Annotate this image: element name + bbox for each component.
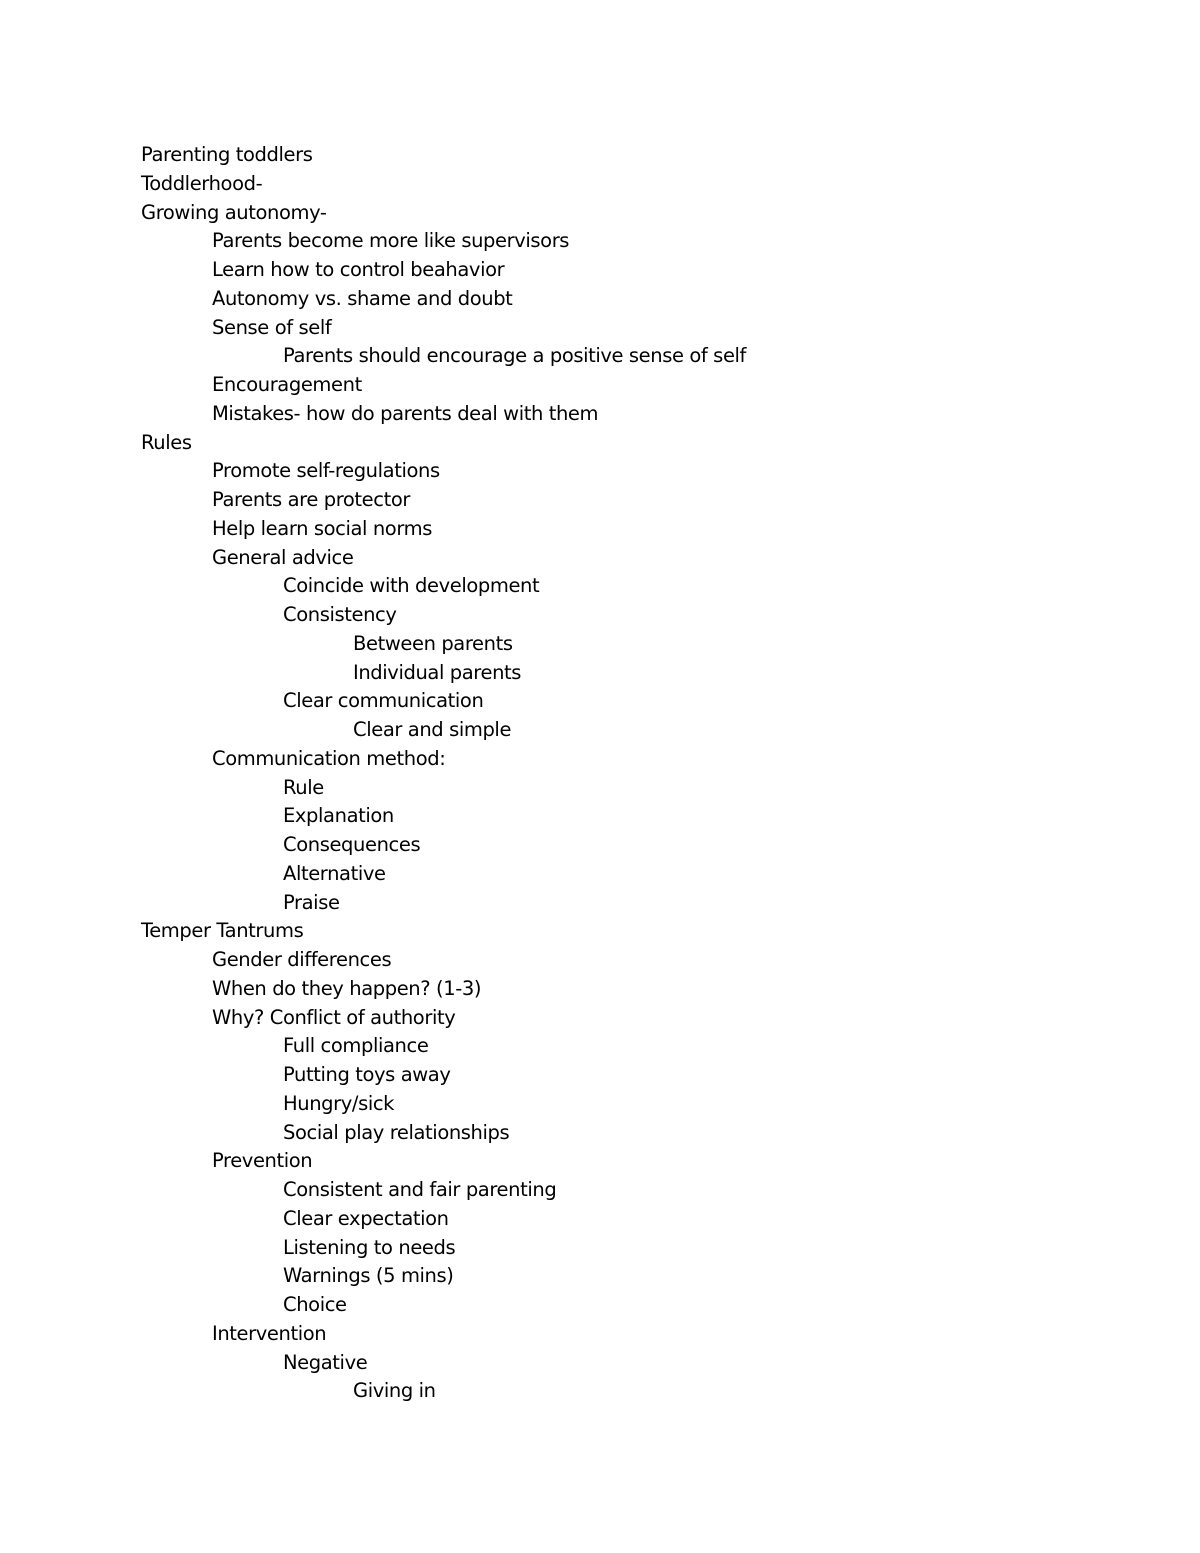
outline-line: Hungry/sick xyxy=(283,1091,395,1115)
outline-line: Toddlerhood- xyxy=(141,171,263,195)
outline-line: Clear communication xyxy=(283,689,484,713)
outline-line: Putting toys away xyxy=(283,1063,451,1086)
outline-line: Between parents xyxy=(353,631,513,655)
outline-line: Parenting toddlers xyxy=(141,143,313,166)
outline-line: Individual parents xyxy=(353,660,522,684)
outline-line: Giving in xyxy=(353,1379,436,1403)
outline-line: Negative xyxy=(283,1350,368,1374)
outline-line: Gender differences xyxy=(212,948,392,971)
outline-line: Sense of self xyxy=(212,315,332,339)
outline-line: Consistent and fair parenting xyxy=(283,1178,557,1201)
outline-line: Explanation xyxy=(283,804,394,828)
outline-line: Choice xyxy=(283,1293,347,1316)
outline-list xyxy=(141,141,1141,1406)
outline-line: Learn how to control beahavior xyxy=(212,258,505,281)
outline-line: Clear and simple xyxy=(353,718,512,741)
outline-line: Communication method: xyxy=(212,746,446,770)
outline-line: Encouragement xyxy=(212,373,362,396)
outline-line: When do they happen? (1-3) xyxy=(212,976,482,1000)
outline-line: Clear expectation xyxy=(283,1206,449,1230)
outline-line: Autonomy vs. shame and doubt xyxy=(212,286,513,310)
outline-line: Warnings (5 mins) xyxy=(283,1264,454,1288)
outline-line: Rule xyxy=(283,775,324,799)
outline-line: Temper Tantrums xyxy=(141,919,304,943)
outline-line: Consequences xyxy=(283,833,421,856)
outline-line: Praise xyxy=(283,890,340,914)
outline-line: Full compliance xyxy=(283,1034,429,1058)
outline-line: Consistency xyxy=(283,603,397,626)
outline-line: Intervention xyxy=(212,1321,327,1345)
outline-line: Help learn social norms xyxy=(212,516,432,540)
outline-line: Mistakes- how do parents deal with them xyxy=(212,401,599,425)
outline-line: Parents are protector xyxy=(212,488,410,511)
outline-line: Social play relationships xyxy=(283,1120,510,1144)
outline-line: Rules xyxy=(141,430,192,454)
outline-line: Parents become more like supervisors xyxy=(212,229,570,253)
outline-line: Prevention xyxy=(212,1149,313,1173)
outline-line: Listening to needs xyxy=(283,1235,456,1259)
outline-line: Alternative xyxy=(283,861,386,885)
outline-line: General advice xyxy=(212,545,354,569)
outline-line: Promote self-regulations xyxy=(212,459,440,483)
outline-line: Why? Conflict of authority xyxy=(212,1005,456,1029)
outline-line: Coincide with development xyxy=(283,574,540,598)
outline-line: Parents should encourage a positive sense of self xyxy=(283,344,747,368)
outline-line: Growing autonomy- xyxy=(141,200,327,224)
